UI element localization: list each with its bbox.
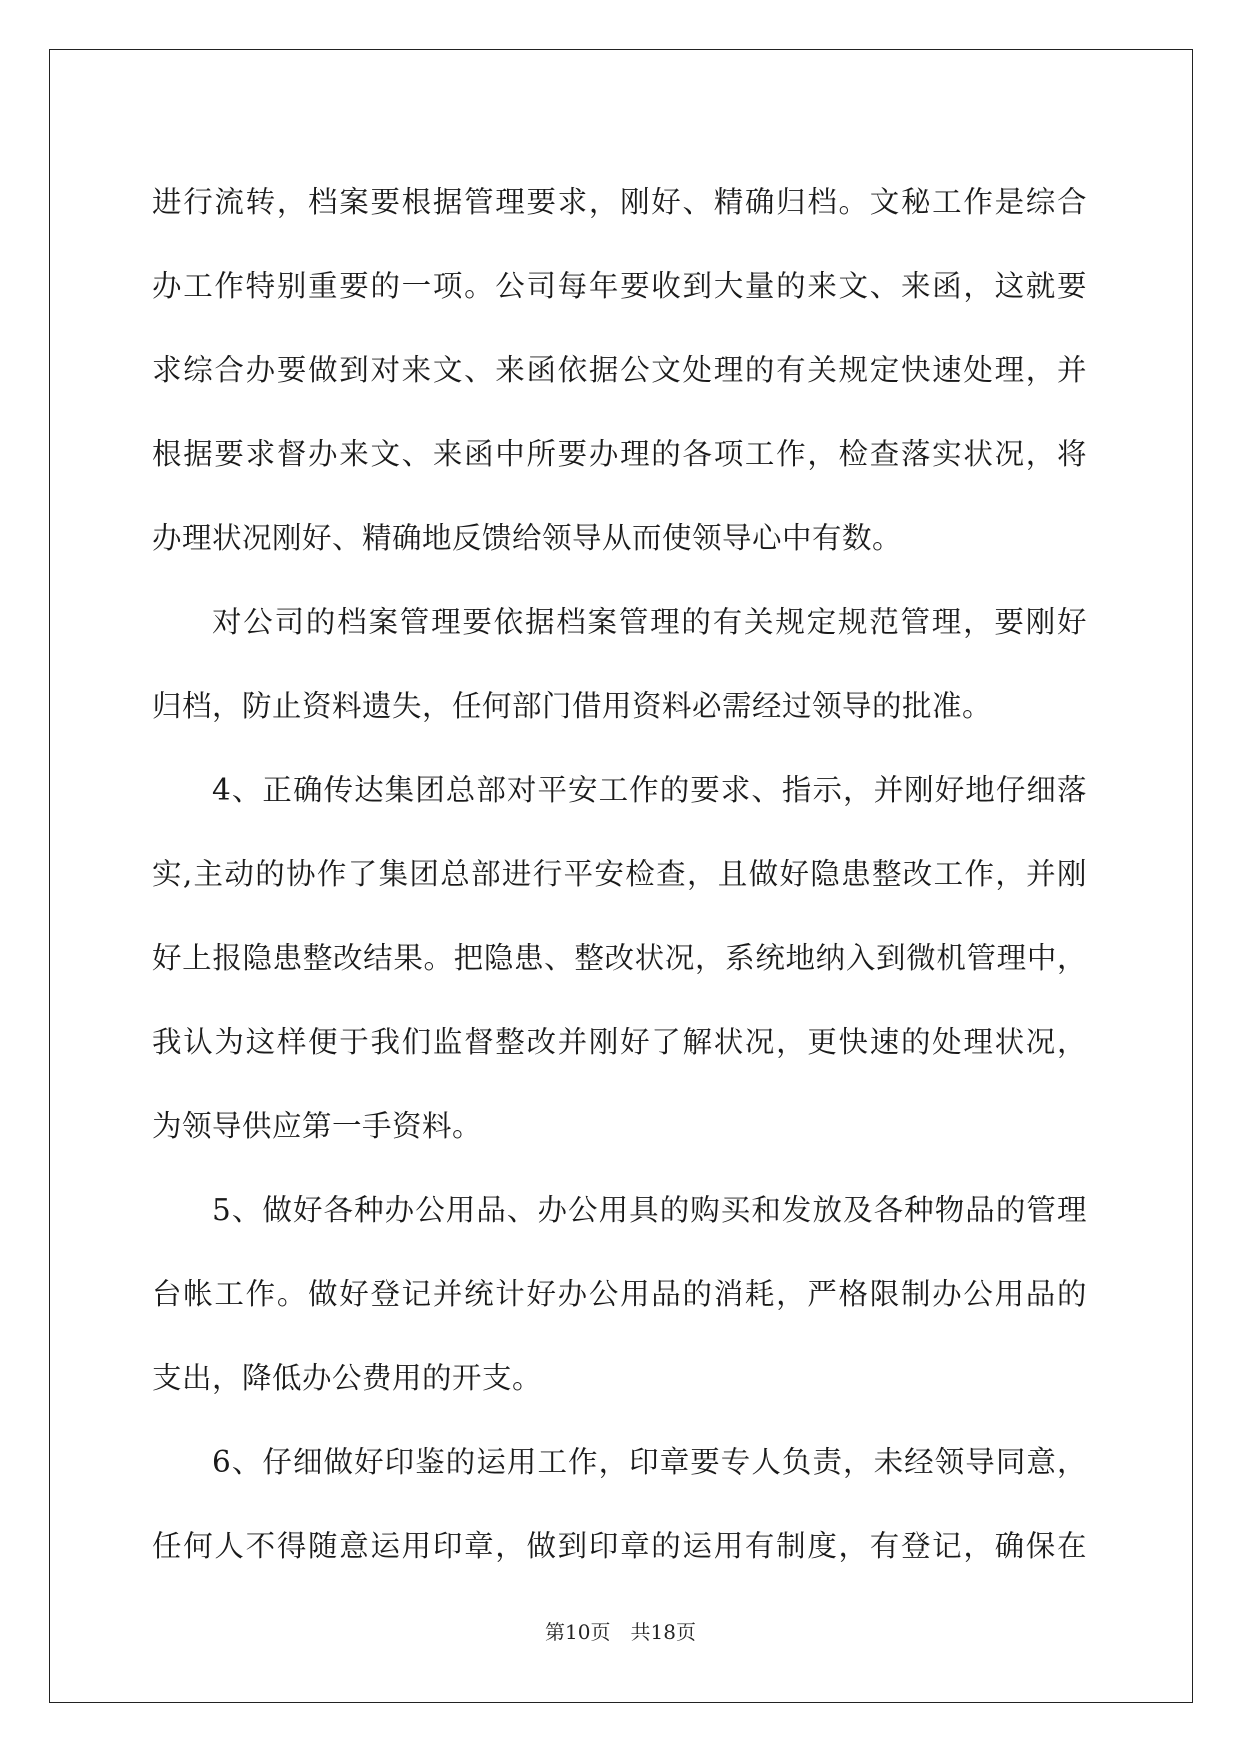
text-line: 进行流转，档案要根据管理要求，刚好、精确归档。文秘工作是综合: [152, 185, 1087, 219]
page-number-footer: 第10页 共18页: [545, 1620, 696, 1644]
text-line: 归档，防止资料遗失，任何部门借用资料必需经过领导的批准。: [152, 689, 993, 723]
text-line: 4、正确传达集团总部对平安工作的要求、指示，并刚好地仔细落: [212, 773, 1087, 807]
text-line: 任何人不得随意运用印章，做到印章的运用有制度，有登记，确保在: [152, 1529, 1087, 1563]
text-line: 5、做好各种办公用品、办公用具的购买和发放及各种物品的管理: [212, 1193, 1087, 1227]
text-line: 办工作特别重要的一项。公司每年要收到大量的来文、来函，这就要: [152, 269, 1087, 303]
text-line: 对公司的档案管理要依据档案管理的有关规定规范管理，要刚好: [212, 605, 1087, 639]
text-line: 我认为这样便于我们监督整改并刚好了解状况，更快速的处理状况，: [152, 1025, 1087, 1059]
document-body: [152, 160, 1087, 1588]
text-line: 支出，降低办公费用的开支。: [152, 1361, 543, 1395]
text-line: 台帐工作。做好登记并统计好办公用品的消耗，严格限制办公用品的: [152, 1277, 1087, 1311]
text-line: 好上报隐患整改结果。把隐患、整改状况，系统地纳入到微机管理中，: [152, 941, 1087, 975]
text-line: 为领导供应第一手资料。: [152, 1109, 483, 1143]
text-line: 办理状况刚好、精确地反馈给领导从而使领导心中有数。: [152, 521, 903, 555]
text-line: 实,主动的协作了集团总部进行平安检查，且做好隐患整改工作，并刚: [152, 857, 1087, 891]
text-line: 根据要求督办来文、来函中所要办理的各项工作，检查落实状况，将: [152, 437, 1087, 471]
text-line: 6、仔细做好印鉴的运用工作，印章要专人负责，未经领导同意，: [212, 1445, 1087, 1479]
text-line: 求综合办要做到对来文、来函依据公文处理的有关规定快速处理，并: [152, 353, 1087, 387]
